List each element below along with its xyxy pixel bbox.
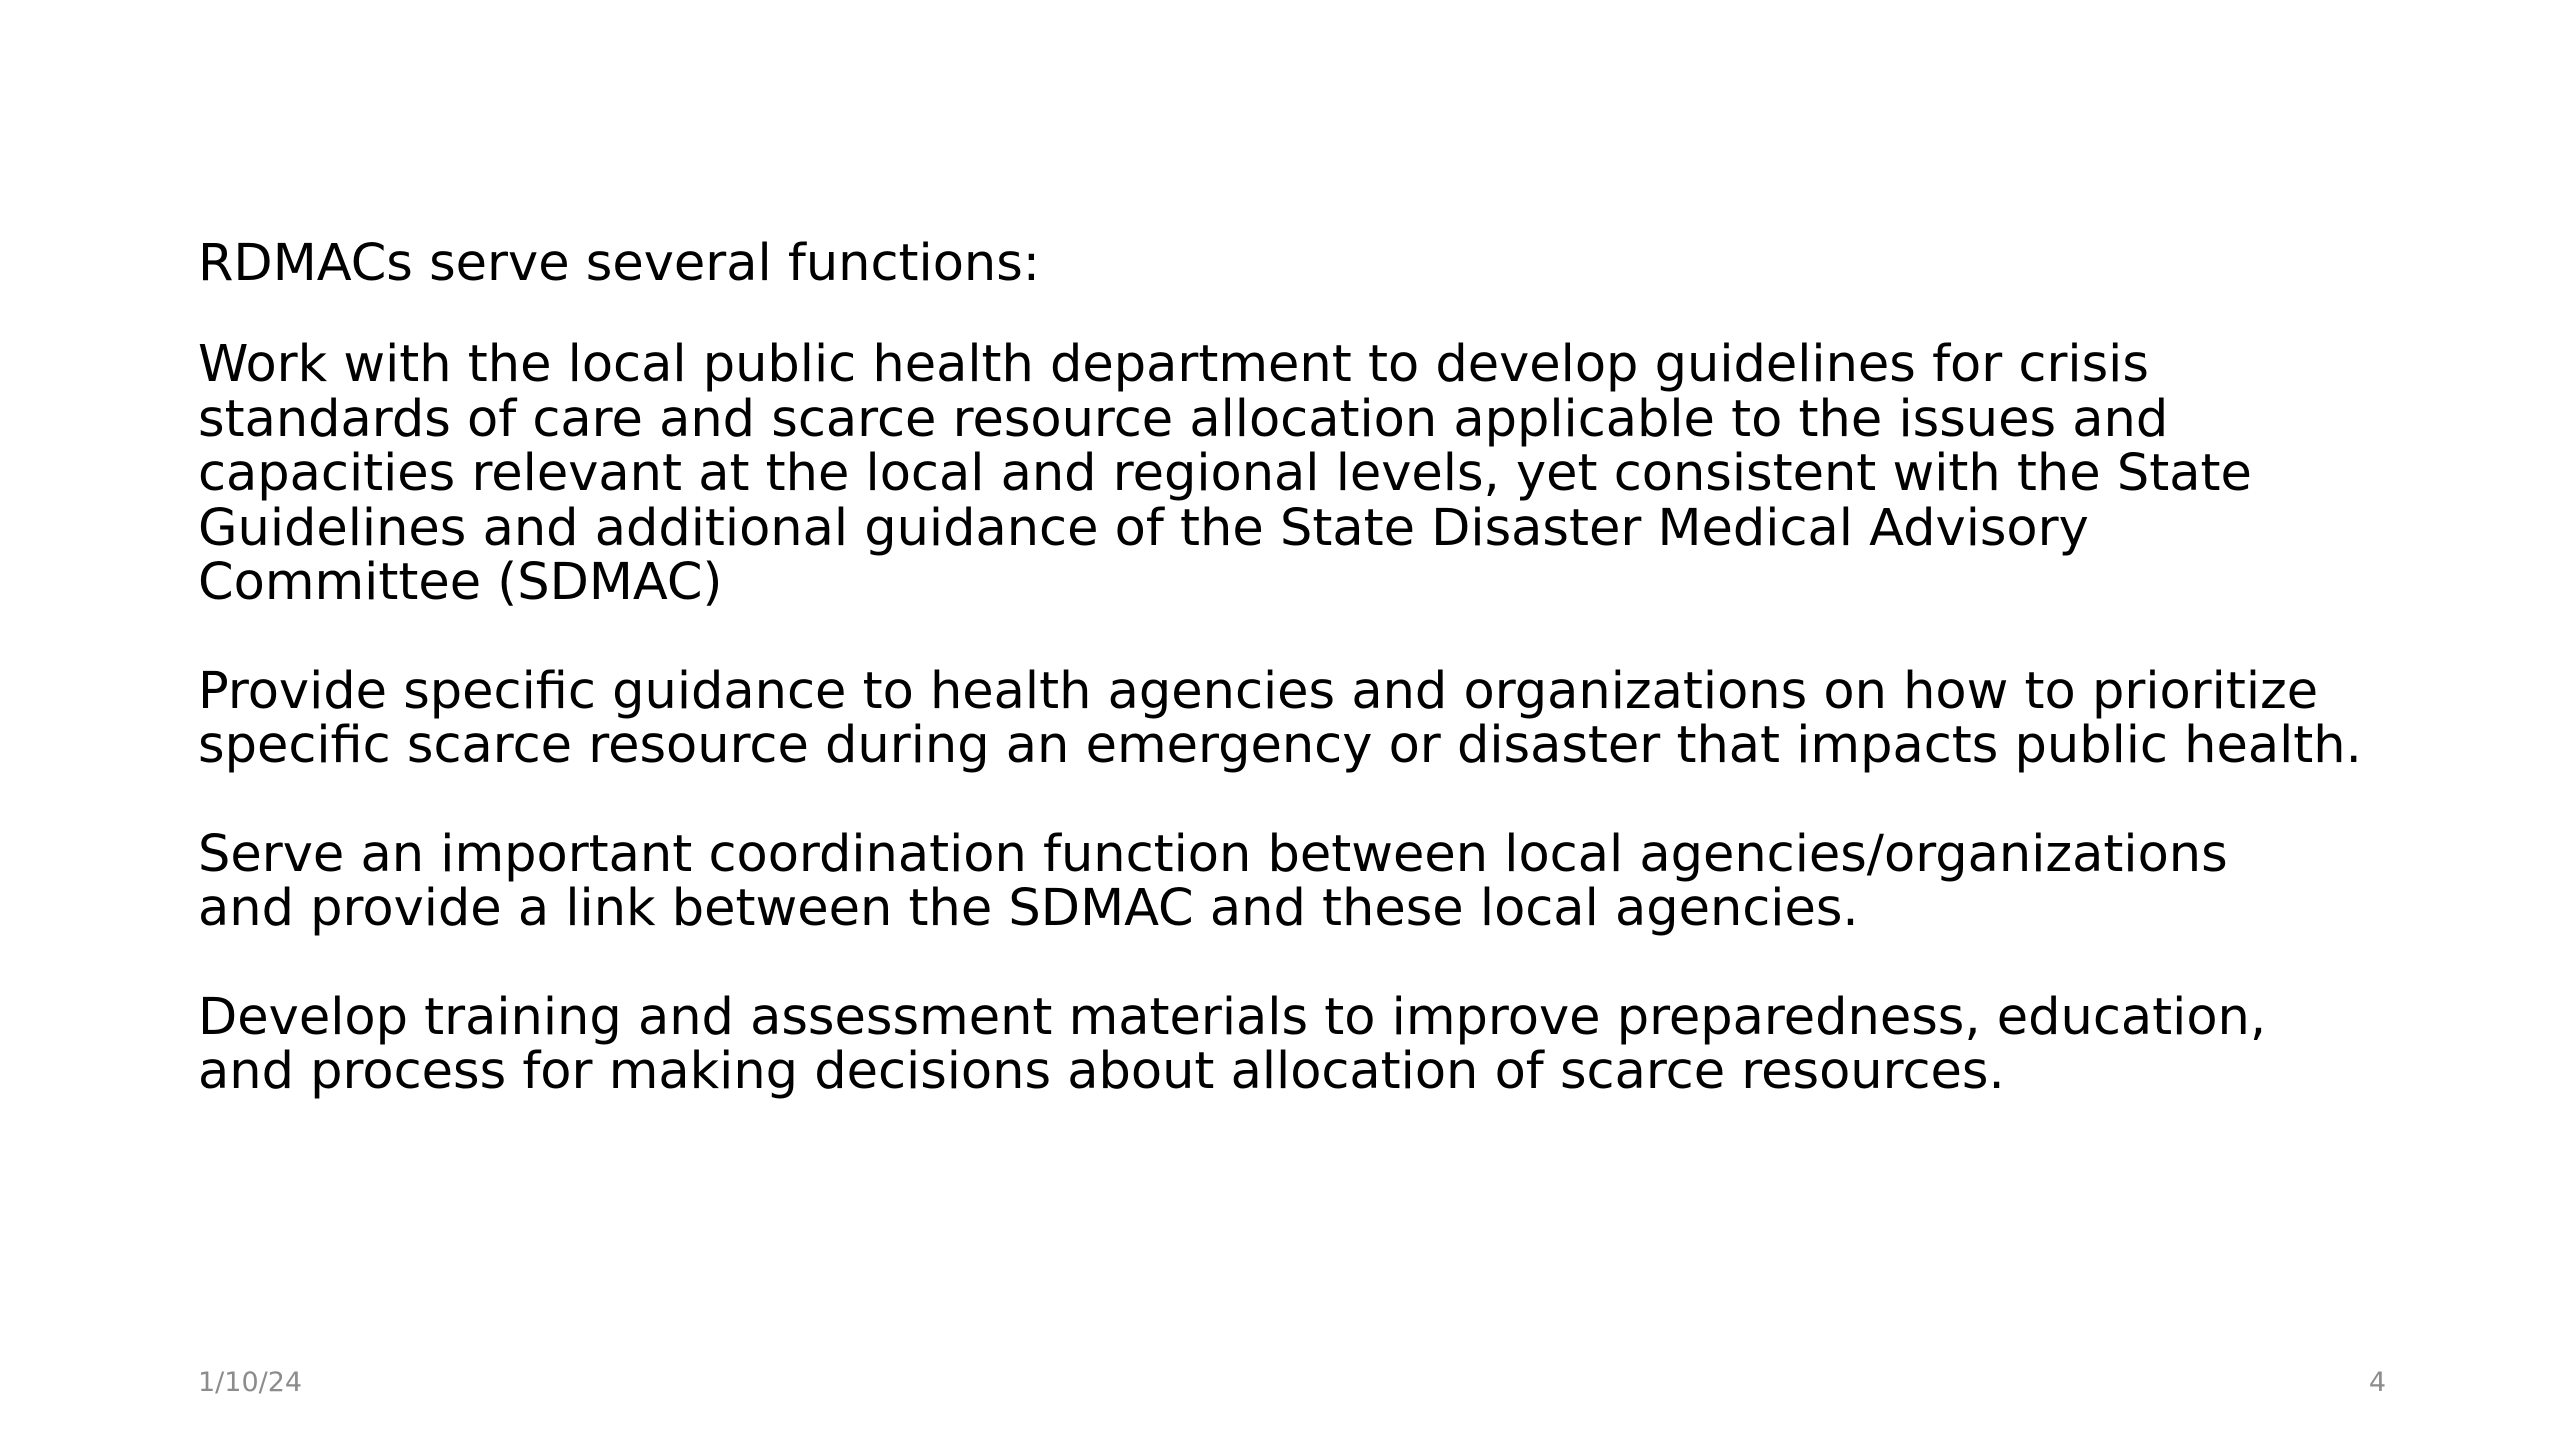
function-paragraph-1: Work with the local public health department to develop guidelines for crisis standards of care and scarce resource allocation applicable to the issues and capacities relevant at the local and regional levels, yet consistent with the State Guidelines and additional guidance of the State Disaster Medical Advisory Committee (SDMAC) [198,335,2252,612]
slide-heading: RDMACs serve several functions: [198,234,1040,293]
function-paragraph-3: Serve an important coordination function between local agencies/organizations and provide a link between the SDMAC and these local agencies. [198,824,2228,938]
footer-date: 1/10/24 [198,1367,303,1398]
footer-page-number: 4 [2368,1367,2386,1398]
slide-body [198,232,2438,1100]
function-paragraph-2: Provide specific guidance to health agencies and organizations on how to prioritize specific scarce resource during an emergency or disaster that impacts public health. [198,661,2362,775]
function-paragraph-4: Develop training and assessment materials to improve preparedness, education, and process for making decisions about allocation of scarce resources. [198,987,2267,1101]
